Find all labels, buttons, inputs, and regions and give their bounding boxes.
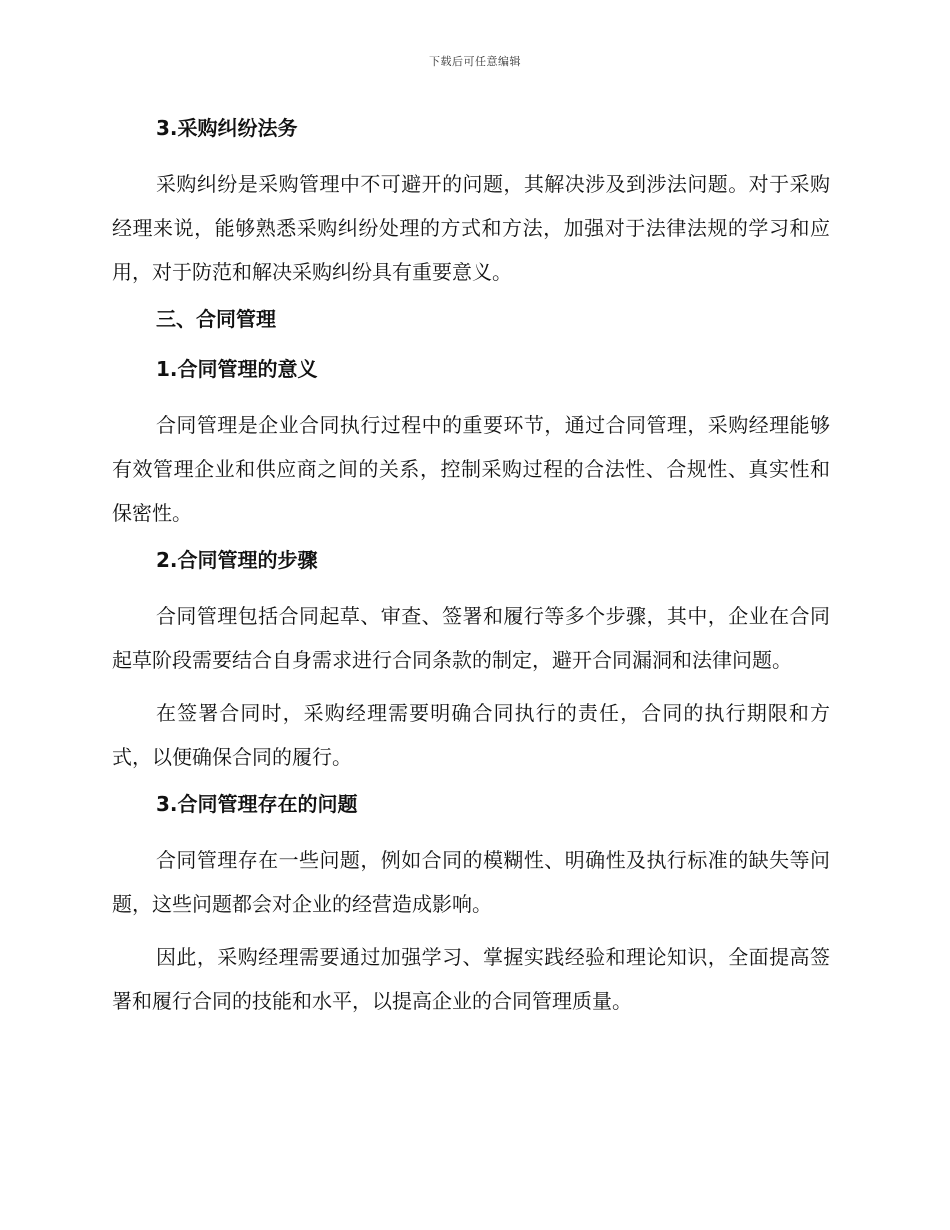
header-note: 下载后可任意编辑 (429, 55, 521, 68)
paragraph-procurement-dispute: 采购纠纷是采购管理中不可避开的问题，其解决涉及到涉法问题。对于采购经理来说，能够熟悉采购纠纷处理的方式和方法，加强对于法律法规的学习和应用，对于防范和解决采购纠纷具有重要意义。 (112, 172, 830, 284)
paragraph-contract-steps: 合同管理包括合同起草、审查、签署和履行等多个步骤，其中，企业在合同起草阶段需要结合自身需求进行合同条款的制定，避开合同漏洞和法律问题。 (112, 604, 830, 672)
paragraph-contract-problems: 合同管理存在一些问题，例如合同的模糊性、明确性及执行标准的缺失等问题，这些问题都会对企业的经营造成影响。 (112, 848, 830, 916)
section-heading-procurement-dispute-legal: 3.采购纠纷法务 (156, 116, 298, 140)
paragraph-contract-improvement: 因此，采购经理需要通过加强学习、掌握实践经验和理论知识，全面提高签署和履行合同的技能和水平，以提高企业的合同管理质量。 (112, 945, 830, 1013)
paragraph-contract-significance: 合同管理是企业合同执行过程中的重要环节，通过合同管理，采购经理能够有效管理企业和供应商之间的关系，控制采购过程的合法性、合规性、真实性和保密性。 (112, 413, 830, 525)
subsection-heading-contract-significance: 1.合同管理的意义 (156, 357, 318, 381)
paragraph-contract-signing: 在签署合同时，采购经理需要明确合同执行的责任，合同的执行期限和方式，以便确保合同的履行。 (112, 701, 830, 769)
subsection-heading-contract-steps: 2.合同管理的步骤 (156, 548, 318, 572)
document-body (112, 112, 830, 1032)
section-heading-contract-management: 三、合同管理 (156, 307, 276, 331)
subsection-heading-contract-problems: 3.合同管理存在的问题 (156, 792, 358, 816)
